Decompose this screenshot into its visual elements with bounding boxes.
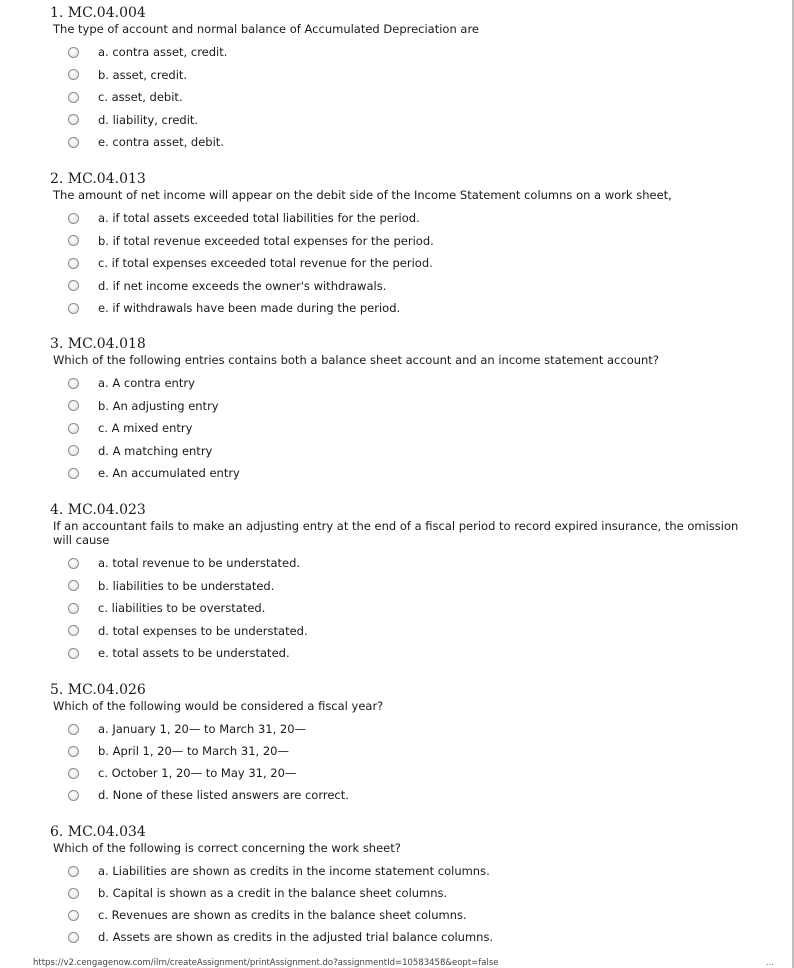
question-1 [50,5,750,154]
radio-button-icon[interactable] [68,558,79,569]
answer-label: b. Capital is shown as a credit in the balance sheet columns. [98,886,448,900]
answer-option[interactable] [68,109,750,132]
answer-label: c. if total expenses exceeded total revenue for the period. [98,256,433,271]
answer-label: a. contra asset, credit. [98,45,228,60]
answer-option[interactable] [68,395,750,418]
answer-option[interactable] [68,926,750,948]
answer-option[interactable] [68,718,750,740]
answer-label: e. An accumulated entry [98,466,240,481]
answer-label: a. Liabilities are shown as credits in the income statement columns. [98,864,490,878]
radio-button-icon[interactable] [68,47,79,58]
radio-button-icon[interactable] [68,724,79,735]
radio-button-icon[interactable] [68,445,79,456]
answer-option[interactable] [68,417,750,440]
answer-option[interactable] [68,860,750,882]
answer-option[interactable] [68,642,750,665]
question-title: 5. MC.04.026 [50,682,146,698]
answer-label: a. January 1, 20— to March 31, 20— [98,722,307,736]
radio-button-icon[interactable] [68,910,79,921]
answer-label: d. if net income exceeds the owner's withdrawals. [98,278,387,293]
radio-button-icon[interactable] [68,213,79,224]
question-text: Which of the following is correct concerning the work sheet? [53,841,401,855]
answer-option[interactable] [68,207,750,230]
radio-button-icon[interactable] [68,400,79,411]
answer-label: b. liabilities to be understated. [98,578,275,593]
answer-options [50,372,750,485]
answer-label: d. Assets are shown as credits in the adjusted trial balance columns. [98,930,494,944]
answer-option[interactable] [68,740,750,762]
answer-label: e. total assets to be understated. [98,646,290,661]
answer-label: d. total expenses to be understated. [98,623,308,638]
radio-button-icon[interactable] [68,603,79,614]
answer-option[interactable] [68,252,750,275]
question-title: 4. MC.04.023 [50,502,146,518]
radio-button-icon[interactable] [68,235,79,246]
radio-button-icon[interactable] [68,114,79,125]
answer-label: c. Revenues are shown as credits in the balance sheet columns. [98,908,467,922]
question-6 [50,824,750,948]
radio-button-icon[interactable] [68,423,79,434]
question-text: The type of account and normal balance of Accumulated Depreciation are [53,22,480,36]
answer-options [50,552,750,665]
answer-option[interactable] [68,131,750,154]
footer-page-marker: ... [765,958,774,968]
answer-option[interactable] [68,372,750,395]
answer-label: e. if withdrawals have been made during the period. [98,301,401,316]
answer-label: a. A contra entry [98,376,195,391]
question-text: The amount of net income will appear on the debit side of the Income Statement columns on a work sheet, [53,188,672,202]
question-2 [50,171,750,320]
question-3 [50,336,750,485]
radio-button-icon[interactable] [68,258,79,269]
answer-option[interactable] [68,597,750,620]
radio-button-icon[interactable] [68,866,79,877]
radio-button-icon[interactable] [68,69,79,80]
answer-option[interactable] [68,784,750,806]
radio-button-icon[interactable] [68,580,79,591]
question-text: Which of the following entries contains both a balance sheet account and an income statement account? [53,353,659,367]
answer-options [50,41,750,154]
radio-button-icon[interactable] [68,625,79,636]
answer-option[interactable] [68,762,750,784]
answer-options [50,207,750,320]
answer-label: a. total revenue to be understated. [98,556,301,571]
question-text: If an accountant fails to make an adjusting entry at the end of a fiscal period to record expired insurance, the omission will cause [53,519,739,547]
answer-label: d. A matching entry [98,443,213,458]
question-title: 1. MC.04.004 [50,5,146,21]
answer-options [50,860,750,948]
radio-button-icon[interactable] [68,768,79,779]
answer-option[interactable] [68,275,750,298]
answer-option[interactable] [68,904,750,926]
radio-button-icon[interactable] [68,378,79,389]
answer-option[interactable] [68,882,750,904]
answer-option[interactable] [68,620,750,643]
answer-option[interactable] [68,297,750,320]
radio-button-icon[interactable] [68,137,79,148]
footer-url: https://v2.cengagenow.com/ilrn/createAssignment/printAssignment.do?assignmentId=10583458&eopt=false [33,958,499,968]
question-title: 3. MC.04.018 [50,336,146,352]
question-title: 6. MC.04.034 [50,824,146,840]
answer-option[interactable] [68,575,750,598]
answer-label: e. contra asset, debit. [98,135,224,150]
radio-button-icon[interactable] [68,790,79,801]
answer-label: c. October 1, 20— to May 31, 20— [98,766,297,780]
radio-button-icon[interactable] [68,303,79,314]
radio-button-icon[interactable] [68,280,79,291]
answer-option[interactable] [68,552,750,575]
answer-option[interactable] [68,230,750,253]
answer-label: d. None of these listed answers are correct. [98,788,349,802]
answer-option[interactable] [68,440,750,463]
radio-button-icon[interactable] [68,92,79,103]
question-5 [50,682,750,806]
answer-option[interactable] [68,64,750,87]
radio-button-icon[interactable] [68,932,79,943]
question-text: Which of the following would be considered a fiscal year? [53,699,384,713]
radio-button-icon[interactable] [68,746,79,757]
answer-label: a. if total assets exceeded total liabilities for the period. [98,211,420,226]
question-title: 2. MC.04.013 [50,171,146,187]
answer-label: b. An adjusting entry [98,398,219,413]
answer-option[interactable] [68,462,750,485]
radio-button-icon[interactable] [68,468,79,479]
answer-label: b. if total revenue exceeded total expenses for the period. [98,233,434,248]
answer-label: d. liability, credit. [98,112,199,127]
answer-label: c. liabilities to be overstated. [98,601,266,616]
radio-button-icon[interactable] [68,648,79,659]
answer-label: c. asset, debit. [98,90,183,105]
question-4 [50,502,750,665]
answer-option[interactable] [68,86,750,109]
answer-label: c. A mixed entry [98,421,193,436]
answer-options [50,718,750,806]
answer-option[interactable] [68,41,750,64]
answer-label: b. asset, credit. [98,67,188,82]
answer-label: b. April 1, 20— to March 31, 20— [98,744,289,758]
radio-button-icon[interactable] [68,888,79,899]
